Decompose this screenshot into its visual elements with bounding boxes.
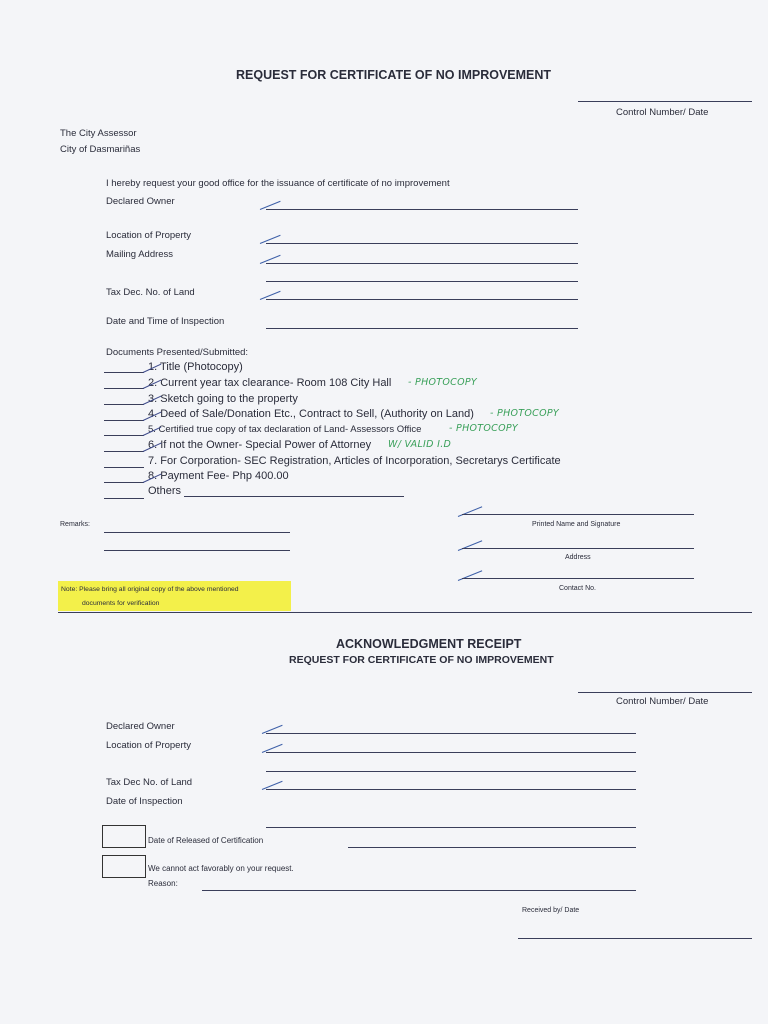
handwritten-note: - PHOTOCOPY [449, 423, 519, 434]
doc-check-line[interactable] [104, 388, 144, 389]
intro-text: I hereby request your good office for the issuance of certificate of no improvement [106, 178, 450, 189]
form-title: REQUEST FOR CERTIFICATE OF NO IMPROVEMENT [236, 68, 552, 82]
remarks-field-2[interactable] [104, 550, 290, 551]
remarks-label: Remarks: [60, 521, 90, 528]
contact-field[interactable] [462, 578, 694, 579]
address-field[interactable] [462, 548, 694, 549]
receipt-subtitle: REQUEST FOR CERTIFICATE OF NO IMPROVEMENT [289, 654, 554, 666]
receipt-location-field-2[interactable] [266, 771, 636, 772]
receipt-tax-label: Tax Dec No. of Land [106, 777, 193, 788]
inspection-field[interactable] [266, 328, 578, 329]
reason-field[interactable] [202, 890, 636, 891]
declared-owner-field[interactable] [266, 209, 578, 210]
document-item: 3. Sketch going to the property [148, 393, 298, 405]
note-text: Note: Please bring all original copy of the above mentioned [61, 586, 239, 593]
doc-check-line[interactable] [104, 451, 144, 452]
doc-check-line[interactable] [104, 467, 144, 468]
document-item: 7. For Corporation- SEC Registration, Articles of Incorporation, Secretarys Certificate [148, 455, 561, 467]
handwritten-note: W/ VALID I.D [388, 439, 452, 450]
receipt-location-field[interactable] [266, 752, 636, 753]
section-divider [58, 612, 752, 613]
declared-owner-label: Declared Owner [106, 196, 175, 207]
addressee-city: City of Dasmariñas [60, 144, 141, 155]
location-label: Location of Property [106, 230, 192, 241]
receipt-location-label: Location of Property [106, 740, 192, 751]
tax-dec-field[interactable] [266, 299, 578, 300]
doc-check-line[interactable] [104, 435, 144, 436]
signature-field[interactable] [462, 514, 694, 515]
doc-check-line[interactable] [104, 372, 144, 373]
document-item: 2. Current year tax clearance- Room 108 City Hall [148, 377, 392, 389]
control-number-label: Control Number/ Date [616, 107, 709, 118]
tax-dec-label: Tax Dec. No. of Land [106, 287, 195, 298]
inspection-label: Date and Time of Inspection [106, 316, 225, 327]
location-field[interactable] [266, 243, 578, 244]
doc-check-line[interactable] [104, 420, 144, 421]
note-text-2: documents for verification [82, 600, 160, 607]
note-highlight [58, 581, 291, 611]
receipt-inspection-label: Date of Inspection [106, 796, 183, 807]
remarks-field[interactable] [104, 532, 290, 533]
receipt-tax-field[interactable] [266, 789, 636, 790]
released-checkbox[interactable] [102, 825, 146, 848]
receipt-inspection-field[interactable] [266, 827, 636, 828]
doc-check-line[interactable] [104, 498, 144, 499]
handwritten-note: - PHOTOCOPY [408, 377, 478, 388]
control-number-line[interactable] [578, 101, 752, 102]
receipt-owner-label: Declared Owner [106, 721, 175, 732]
receipt-control-line[interactable] [578, 692, 752, 693]
mailing-label: Mailing Address [106, 249, 174, 260]
document-item: 5. Certified true copy of tax declaration of Land- Assessors Office [148, 424, 422, 435]
check-mark [458, 506, 482, 517]
receipt-owner-field[interactable] [266, 733, 636, 734]
receipt-title: ACKNOWLEDGMENT RECEIPT [336, 637, 522, 651]
released-date-field[interactable] [348, 847, 636, 848]
received-by-label: Received by/ Date [522, 907, 580, 914]
others-field[interactable] [184, 496, 404, 497]
check-mark [458, 540, 482, 551]
address-label: Address [565, 554, 591, 561]
document-item: 6. If not the Owner- Special Power of Attorney [148, 439, 372, 451]
printed-name-label: Printed Name and Signature [532, 521, 621, 528]
document-item-others: Others [148, 485, 182, 497]
receipt-control-label: Control Number/ Date [616, 696, 709, 707]
documents-heading: Documents Presented/Submitted: [106, 347, 249, 358]
doc-check-line[interactable] [104, 482, 144, 483]
check-mark [458, 570, 482, 581]
addressee-title: The City Assessor [60, 128, 137, 139]
received-by-field[interactable] [518, 938, 752, 939]
contact-label: Contact No. [559, 585, 596, 592]
document-item: 4. Deed of Sale/Donation Etc., Contract to Sell, (Authority on Land) [148, 408, 474, 420]
doc-check-line[interactable] [104, 404, 144, 405]
handwritten-note: - PHOTOCOPY [490, 408, 560, 419]
mailing-field[interactable] [266, 263, 578, 264]
document-item: 8. Payment Fee- Php 400.00 [148, 470, 289, 482]
document-item: 1. Title (Photocopy) [148, 361, 243, 373]
cannot-act-checkbox[interactable] [102, 855, 146, 878]
reason-label: Reason: [148, 879, 178, 888]
released-label: Date of Released of Certification [148, 836, 264, 845]
cannot-act-label: We cannot act favorably on your request. [148, 864, 294, 873]
mailing-field-2[interactable] [266, 281, 578, 282]
